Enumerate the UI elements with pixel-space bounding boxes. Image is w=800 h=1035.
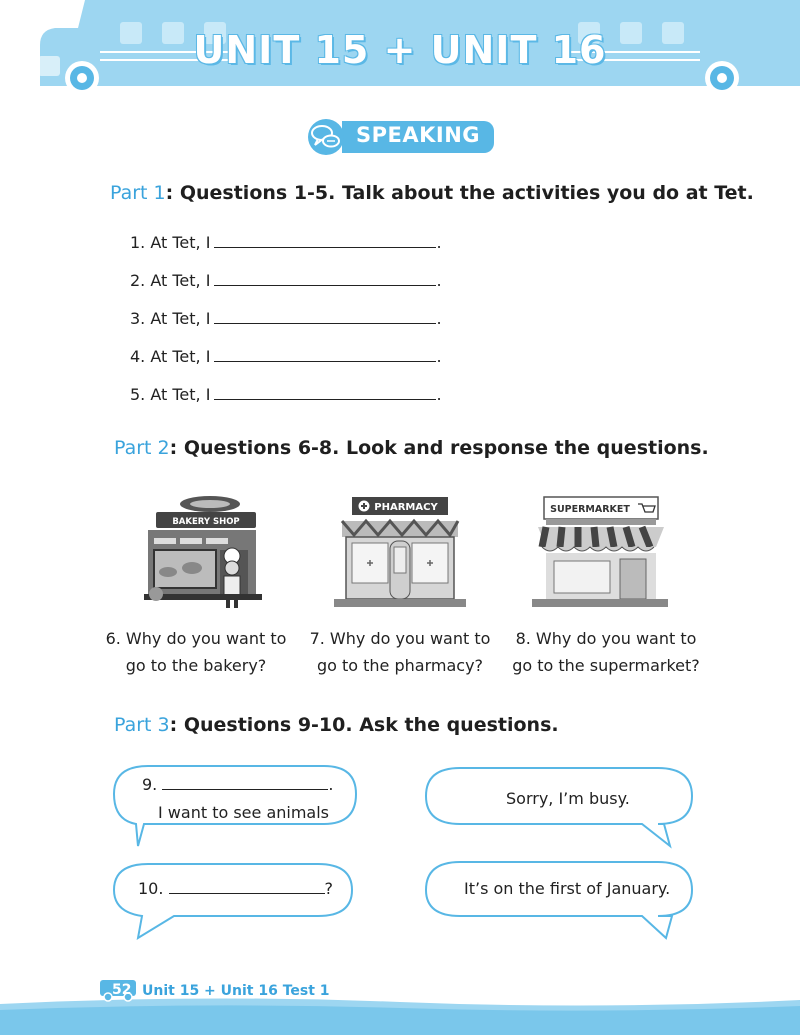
question-8 [506, 625, 706, 679]
part1-instructions: : Questions 1-5. Talk about the activities you do at Tet. [165, 182, 754, 204]
question-1: 1. At Tet, I . [130, 233, 442, 252]
part1-name: Part 1 [110, 182, 166, 204]
supermarket-illustration [532, 495, 668, 607]
question-2: 2. At Tet, I . [130, 271, 442, 290]
q10-prompt: 10. ? [138, 879, 334, 898]
question-2-text: 2. At Tet, I [130, 271, 211, 290]
question-7-line2: go to the pharmacy? [316, 656, 484, 675]
bakery-shop-illustration [136, 490, 266, 612]
answer-blank-3[interactable] [214, 307, 436, 324]
question-3-text: 3. At Tet, I [130, 309, 211, 328]
question-6 [96, 625, 296, 679]
answer-blank-1[interactable] [214, 231, 436, 248]
q9-number: 9. [142, 775, 158, 794]
question-7 [300, 625, 500, 679]
answer-blank-2[interactable] [214, 269, 436, 286]
question-6-line2: go to the bakery? [125, 656, 267, 675]
question-6-line1: 6. Why do you want to [105, 629, 287, 648]
speech-bubble-reply2 [420, 858, 700, 942]
answer-blank-4[interactable] [214, 345, 436, 362]
page-number: 52 [112, 982, 132, 998]
question-5: 5. At Tet, I . [130, 385, 442, 404]
speech-bubble-q10 [108, 860, 368, 944]
part2-name: Part 2 [114, 437, 170, 459]
question-5-text: 5. At Tet, I [130, 385, 211, 404]
pharmacy-illustration [334, 495, 466, 607]
q10-number: 10. [138, 879, 164, 898]
q9-answer: I want to see animals [158, 803, 330, 822]
question-4: 4. At Tet, I . [130, 347, 442, 366]
question-4-text: 4. At Tet, I [130, 347, 211, 366]
question-1-text: 1. At Tet, I [130, 233, 211, 252]
speech-bubbles-icon [306, 118, 346, 156]
part3-name: Part 3 [114, 714, 170, 736]
answer-blank-5[interactable] [214, 383, 436, 400]
part3-instructions: : Questions 9-10. Ask the questions. [169, 714, 559, 736]
q9-prompt: 9. . [142, 775, 334, 794]
part3-heading [114, 714, 559, 736]
part1-heading [110, 182, 754, 204]
question-7-line1: 7. Why do you want to [309, 629, 491, 648]
footer-title: Unit 15 + Unit 16 Test 1 [142, 983, 330, 999]
question-8-line1: 8. Why do you want to [515, 629, 697, 648]
question-8-line2: go to the supermarket? [512, 656, 700, 675]
section-label: SPEAKING [356, 123, 481, 147]
supermarket-sign-text: SUPERMARKET [550, 504, 630, 515]
part2-instructions: : Questions 6-8. Look and response the questions. [169, 437, 709, 459]
reply2-text: It’s on the first of January. [464, 879, 671, 898]
part2-heading [114, 437, 709, 459]
question-3: 3. At Tet, I . [130, 309, 442, 328]
q10-answer-blank[interactable] [169, 879, 325, 894]
reply1-text: Sorry, I’m busy. [506, 789, 630, 808]
bakery-sign-text: BAKERY SHOP [172, 517, 240, 527]
pharmacy-sign-text: PHARMACY [374, 502, 438, 513]
q9-answer-blank[interactable] [162, 775, 328, 790]
unit-title: UNIT 15 + UNIT 16 [193, 28, 607, 72]
